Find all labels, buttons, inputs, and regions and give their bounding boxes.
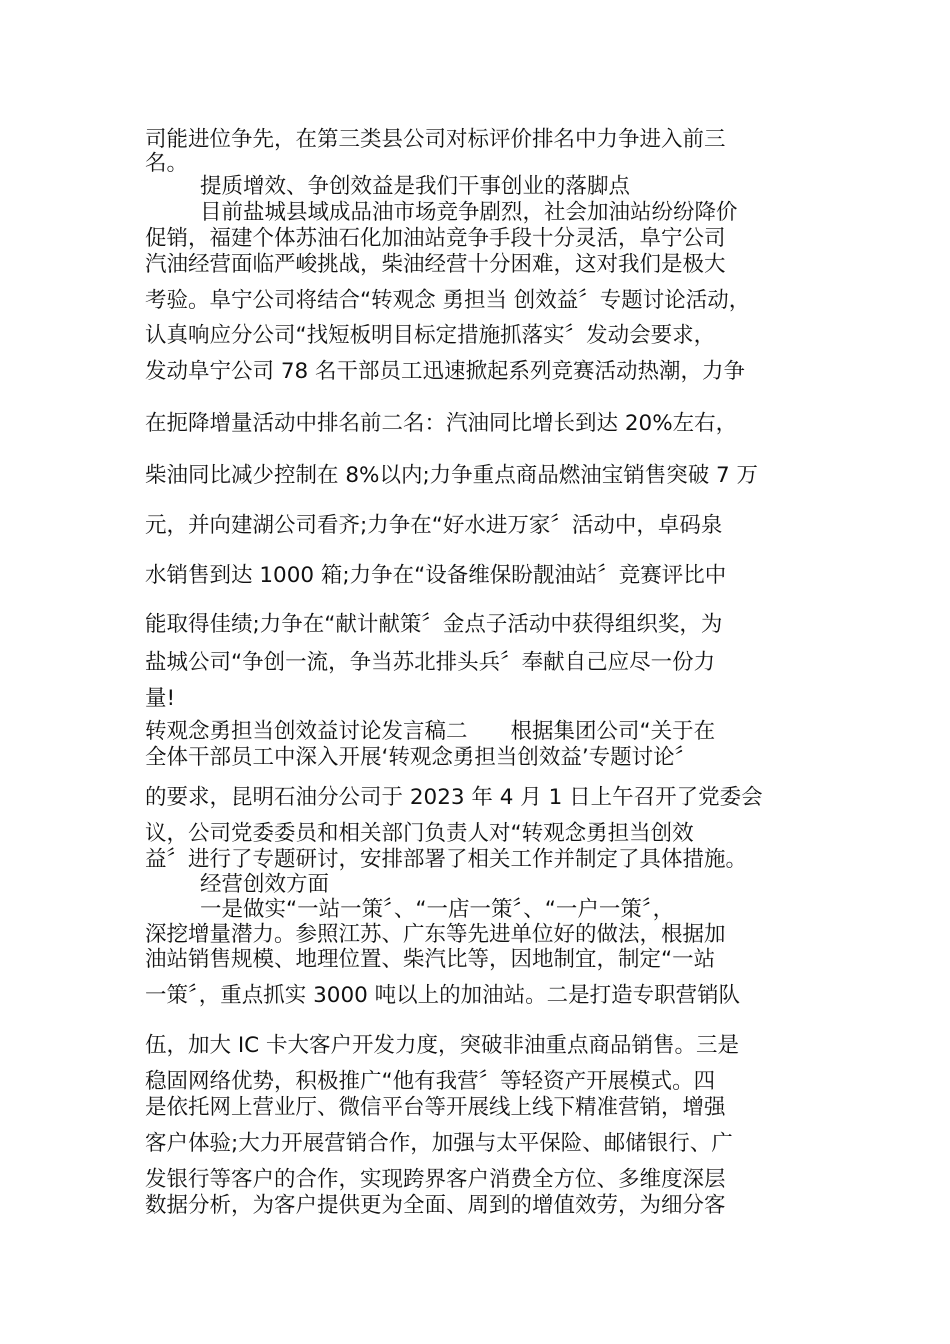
text-line: 名。	[145, 151, 189, 176]
text-line: 客户体验;大力开展营销合作，加强与太平保险、邮储银行、广	[145, 1131, 733, 1156]
section-heading: 经营创效方面	[200, 872, 330, 897]
text-line: 深挖增量潜力。参照江苏、广东等先进单位好的做法，根据加	[145, 922, 726, 947]
text-line: 认真响应分公司“找短板明目标定措施抓落实〞发动会要求，	[145, 323, 716, 348]
text-line: 一是做实“一站一策〞、“一店一策〞、“一户一策〞，	[200, 897, 675, 922]
text-line: 水销售到达 1000 箱;力争在“设备维保盼靓油站〞竞赛评比中	[145, 563, 727, 588]
text-line: 伍，加大 IC 卡大客户开发力度，突破非油重点商品销售。三是	[145, 1033, 740, 1058]
text-line: 油站销售规模、地理位置、柴汽比等，因地制宜，制定“一站	[145, 947, 716, 972]
text-line: 促销，福建个体苏油石化加油站竞争手段十分灵活，阜宁公司	[145, 226, 726, 251]
text-line: 发银行等客户的合作，实现跨界客户消费全方位、多维度深层	[145, 1167, 726, 1192]
text-line: 稳固网络优势，积极推广“他有我营〞等轻资产开展模式。四	[145, 1069, 716, 1094]
text-line: 司能进位争先，在第三类县公司对标评价排名中力争进入前三	[145, 127, 726, 152]
text-line: 柴油同比减少控制在 8%以内;力争重点商品燃油宝销售突破 7 万	[145, 463, 759, 488]
text-line: 全体干部员工中深入开展‘转观念勇担当创效益’专题讨论〞	[145, 745, 697, 770]
text-line: 发动阜宁公司 78 名干部员工迅速掀起系列竞赛活动热潮，力争	[145, 359, 746, 384]
text-line: 元，并向建湖公司看齐;力争在“好水进万家〞活动中，卓码泉	[145, 513, 723, 538]
text-line: 是依托网上营业厅、微信平台等开展线上线下精准营销，增强	[145, 1095, 726, 1120]
text-line: 一策〞，重点抓实 3000 吨以上的加油站。二是打造专职营销队	[145, 983, 741, 1008]
text-line: 盐城公司“争创一流，争当苏北排头兵〞奉献自己应尽一份力	[145, 650, 716, 675]
text-line: 的要求，昆明石油分公司于 2023 年 4 月 1 日上午召开了党委会	[145, 785, 763, 810]
text-line: 益〞进行了专题研讨，安排部署了相关工作并制定了具体措施。	[145, 847, 748, 872]
section-heading: 提质增效、争创效益是我们干事创业的落脚点	[200, 174, 631, 199]
text-line: 汽油经营面临严峻挑战，柴油经营十分困难，这对我们是极大	[145, 252, 726, 277]
text-line: 转观念勇担当创效益讨论发言稿二 根据集团公司“关于在	[145, 719, 716, 744]
text-line: 能取得佳绩;力争在“献计献策〞金点子活动中获得组织奖，为	[145, 612, 723, 637]
text-line: 在扼降增量活动中排名前二名：汽油同比增长到达 20%左右，	[145, 411, 738, 436]
text-line: 目前盐城县域成品油市场竞争剧烈，社会加油站纷纷降价	[200, 200, 738, 225]
text-line: 量!	[145, 686, 176, 711]
text-line: 议，公司党委委员和相关部门负责人对“转观念勇担当创效	[145, 821, 694, 846]
text-line: 数据分析，为客户提供更为全面、周到的增值效劳，为细分客	[145, 1193, 726, 1218]
text-line: 考验。阜宁公司将结合“转观念 勇担当 创效益〞专题讨论活动，	[145, 288, 751, 313]
